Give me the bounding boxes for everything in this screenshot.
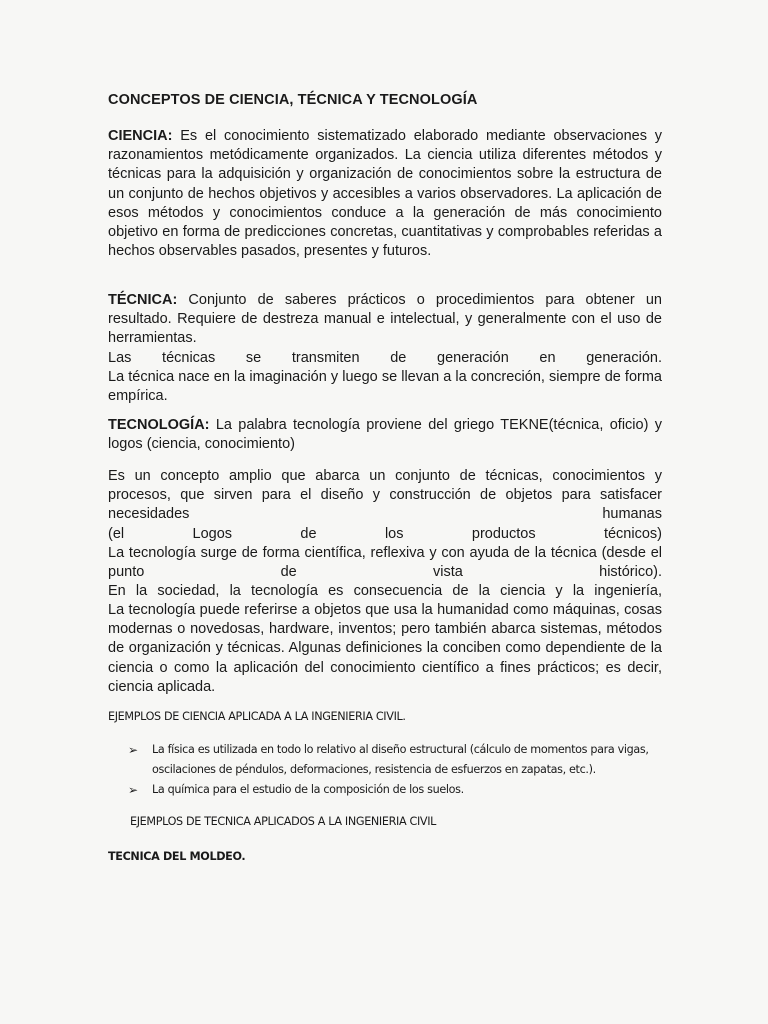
- arrow-bullet-icon: ➢: [128, 743, 138, 757]
- label-ciencia: CIENCIA:: [108, 128, 173, 144]
- paragraph-tecnica: [108, 291, 662, 406]
- label-tecnica: TÉCNICA:: [108, 292, 178, 308]
- list-item: [128, 780, 664, 800]
- text-tecnologia-objetos: La tecnología puede referirse a objetos que usa la humanidad como máquinas, cosas modernas o novedosas, hardware, inventos; pero también abarca sistemas, métodos de organización y técnicas. Algunas definiciones la conciben como dependiente de la ciencia o como la aplicación del conocimiento científico a fines prácticos; es decir, ciencia aplicada.: [108, 602, 662, 695]
- paragraph-tecnologia: [108, 416, 662, 454]
- list-ejemplos-ciencia: [128, 740, 664, 800]
- arrow-bullet-icon: ➢: [128, 783, 138, 797]
- list-item-text: La física es utilizada en todo lo relativo al diseño estructural (cálculo de momentos para vigas, oscilaciones de péndulos, deformaciones, resistencia de esfuerzos en zapatas, etc.).: [152, 743, 649, 776]
- text-tecnica: Conjunto de saberes prácticos o procedimientos para obtener un resultado. Requiere de destreza manual e intelectual, y generalmente con el uso de herramientas.: [108, 292, 662, 347]
- paragraph-concepto: [108, 467, 662, 601]
- text-ciencia: Es el conocimiento sistematizado elaborado mediante observaciones y razonamientos metódicamente organizados. La ciencia utiliza diferentes métodos y técnicas para la adquisición y organización de conocimientos sobre la estructura de un conjunto de hechos objetivos y accesibles a varios observadores. La aplicación de esos métodos y conocimientos conduce a la generación de más conocimiento objetivo en forma de predicciones concretas, cuantitativas y comprobables referidas a hechos observables pasados, presentes y futuros.: [108, 128, 662, 260]
- text-tecnologia: La palabra tecnología proviene del griego TEKNE(técnica, oficio) y logos (ciencia, conocimiento): [108, 417, 662, 453]
- list-item-text: La química para el estudio de la composición de los suelos.: [152, 783, 464, 796]
- text-concepto-line3: La tecnología surge de forma científica, reflexiva y con ayuda de la técnica (desde el punto de vista histórico).: [108, 544, 662, 581]
- text-concepto-line4: En la sociedad, la tecnología es consecuencia de la ciencia y la ingeniería,: [108, 583, 662, 600]
- text-tecnica-line3: La técnica nace en la imaginación y luego se llevan a la concreción, siempre de forma empírica.: [108, 368, 662, 405]
- label-tecnologia: TECNOLOGÍA:: [108, 417, 210, 433]
- paragraph-tecnologia-objetos: [108, 601, 662, 697]
- page-title: CONCEPTOS DE CIENCIA, TÉCNICA Y TECNOLOGÍA: [108, 92, 478, 108]
- heading-ejemplos-ciencia: EJEMPLOS DE CIENCIA APLICADA A LA INGENIERIA CIVIL.: [108, 710, 406, 723]
- text-concepto-line1: Es un concepto amplio que abarca un conjunto de técnicas, conocimientos y procesos, que sirven para el diseño y construcción de objetos para satisfacer necesidades humanas: [108, 468, 662, 523]
- text-concepto-line2: (el Logos de los productos técnicos): [108, 525, 662, 542]
- paragraph-ciencia: [108, 127, 662, 261]
- text-tecnica-line2: Las técnicas se transmiten de generación en generación.: [108, 349, 662, 366]
- heading-ejemplos-tecnica: EJEMPLOS DE TECNICA APLICADOS A LA INGENIERIA CIVIL: [130, 815, 437, 828]
- heading-tecnica-moldeo: TECNICA DEL MOLDEO.: [108, 850, 246, 863]
- list-item: [128, 740, 664, 780]
